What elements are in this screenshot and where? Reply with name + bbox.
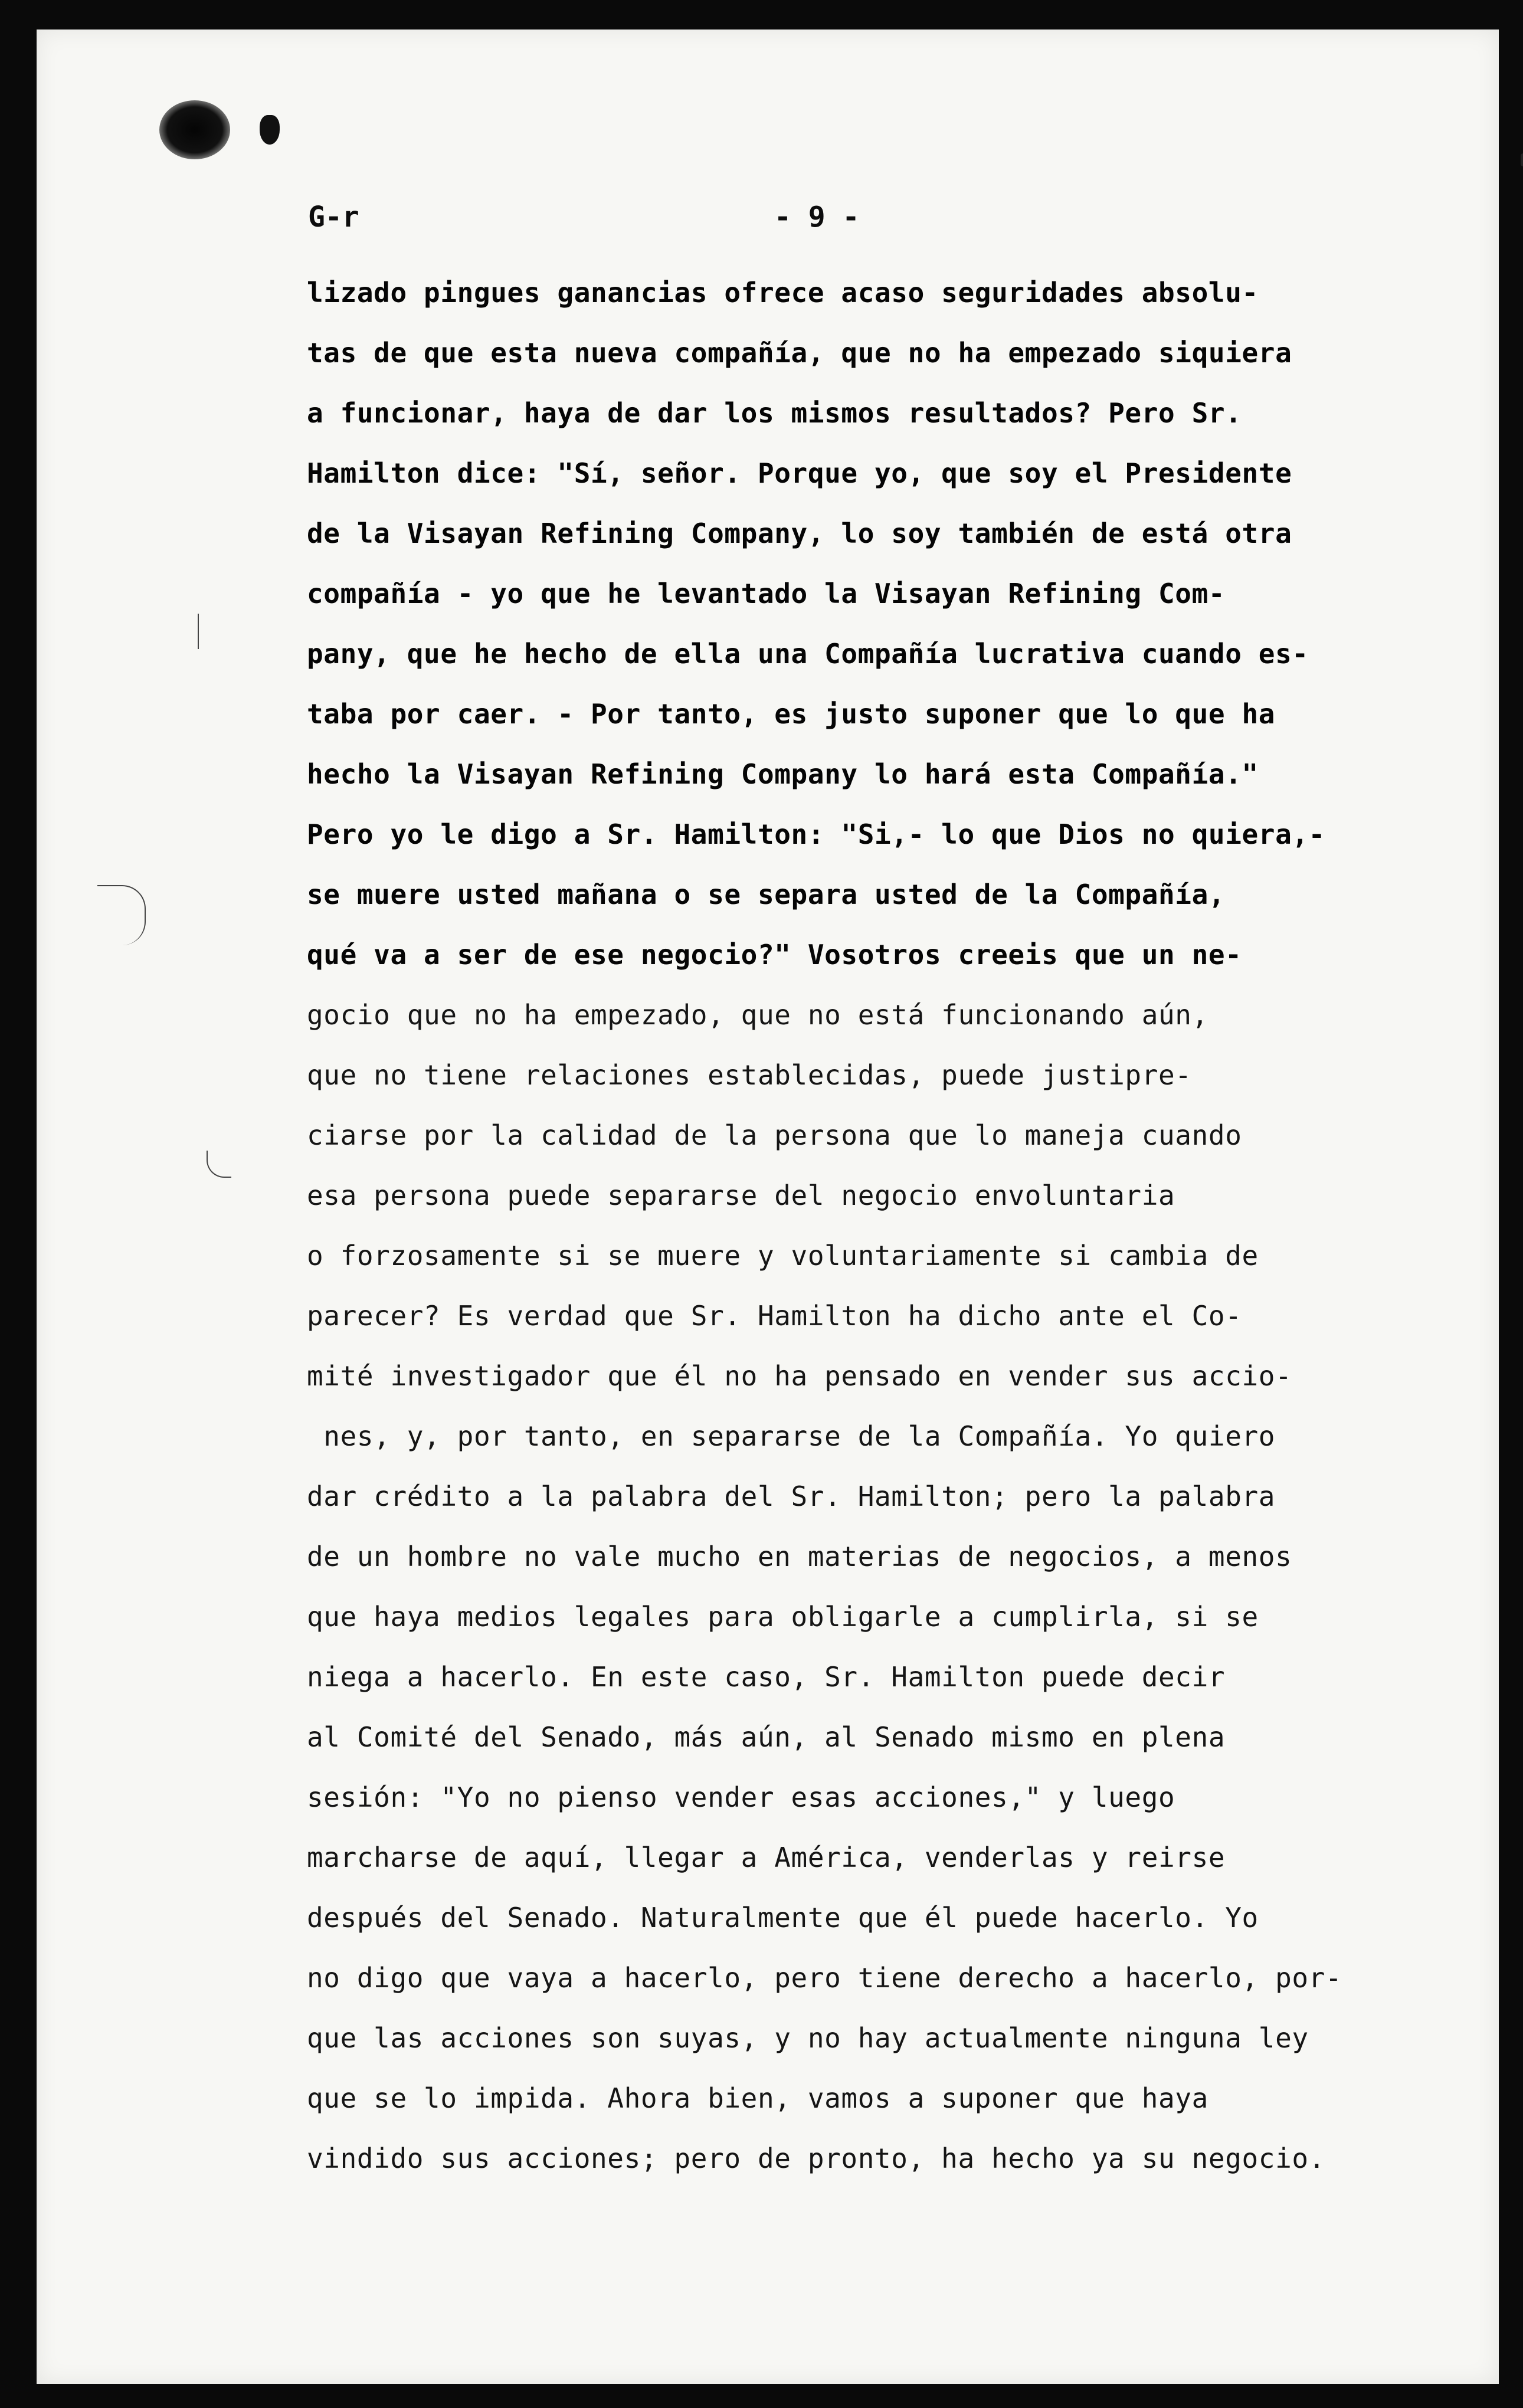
text-line: que haya medios legales para obligarle a cumplirla, si se (307, 1601, 1259, 1633)
body-text (307, 263, 1428, 2189)
text-line: sesión: "Yo no pienso vender esas acciones," y luego (307, 1781, 1175, 1813)
page-number: - 9 - (774, 201, 860, 234)
text-line: se muere usted mañana o se separa usted de la Compañía, (307, 879, 1226, 910)
edge-speck (1521, 153, 1523, 166)
ink-blot (159, 100, 230, 159)
text-line: que se lo impida. Ahora bien, vamos a suponer que haya (307, 2082, 1208, 2114)
text-line: de la Visayan Refining Company, lo soy también de está otra (307, 517, 1292, 549)
text-line: taba por caer. - Por tanto, es justo suponer que lo que ha (307, 698, 1276, 730)
text-line: o forzosamente si se muere y voluntariamente si cambia de (307, 1240, 1259, 1272)
text-line: parecer? Es verdad que Sr. Hamilton ha dicho ante el Co- (307, 1300, 1242, 1332)
text-line: hecho la Visayan Refining Company lo hará esta Compañía." (307, 758, 1259, 790)
text-line: esa persona puede separarse del negocio envoluntaria (307, 1180, 1175, 1211)
text-line: al Comité del Senado, más aún, al Senado mismo en plena (307, 1721, 1226, 1753)
text-line: que las acciones son suyas, y no hay actualmente ninguna ley (307, 2022, 1309, 2054)
margin-pencil-mark (198, 614, 201, 649)
text-line: qué va a ser de ese negocio?" Vosotros creeis que un ne- (307, 939, 1242, 971)
text-line: no digo que vaya a hacerlo, pero tiene derecho a hacerlo, por- (307, 1962, 1342, 1994)
text-line: compañía - yo que he levantado la Visayan Refining Com- (307, 578, 1226, 610)
text-line: ciarse por la calidad de la persona que lo maneja cuando (307, 1119, 1242, 1151)
text-line: nes, y, por tanto, en separarse de la Compañía. Yo quiero (307, 1420, 1276, 1452)
text-line: que no tiene relaciones establecidas, puede justipre- (307, 1059, 1192, 1091)
margin-pencil-mark (97, 885, 146, 945)
text-line: mité investigador que él no ha pensado en vender sus accio- (307, 1360, 1292, 1392)
text-line: de un hombre no vale mucho en materias de negocios, a menos (307, 1541, 1292, 1572)
text-line: lizado pingues ganancias ofrece acaso seguridades absolu- (307, 277, 1259, 309)
text-line: Hamilton dice: "Sí, señor. Porque yo, que soy el Presidente (307, 457, 1292, 489)
text-line: niega a hacerlo. En este caso, Sr. Hamilton puede decir (307, 1661, 1226, 1693)
text-line: Pero yo le digo a Sr. Hamilton: "Si,- lo que Dios no quiera,- (307, 818, 1325, 850)
text-line: después del Senado. Naturalmente que él puede hacerlo. Yo (307, 1902, 1259, 1934)
text-line: dar crédito a la palabra del Sr. Hamilton; pero la palabra (307, 1480, 1276, 1512)
text-line: marcharse de aquí, llegar a América, venderlas y reirse (307, 1842, 1226, 1873)
text-line: a funcionar, haya de dar los mismos resultados? Pero Sr. (307, 397, 1242, 429)
text-line: gocio que no ha empezado, que no está funcionando aún, (307, 999, 1208, 1031)
page-header (308, 201, 1429, 248)
ink-drop (260, 115, 280, 145)
text-line: tas de que esta nueva compañía, que no ha empezado siquiera (307, 337, 1292, 369)
text-line: pany, que he hecho de ella una Compañía lucrativa cuando es- (307, 638, 1309, 670)
reference-code: G-r (308, 201, 359, 234)
text-line: vindido sus acciones; pero de pronto, ha hecho ya su negocio. (307, 2142, 1325, 2174)
